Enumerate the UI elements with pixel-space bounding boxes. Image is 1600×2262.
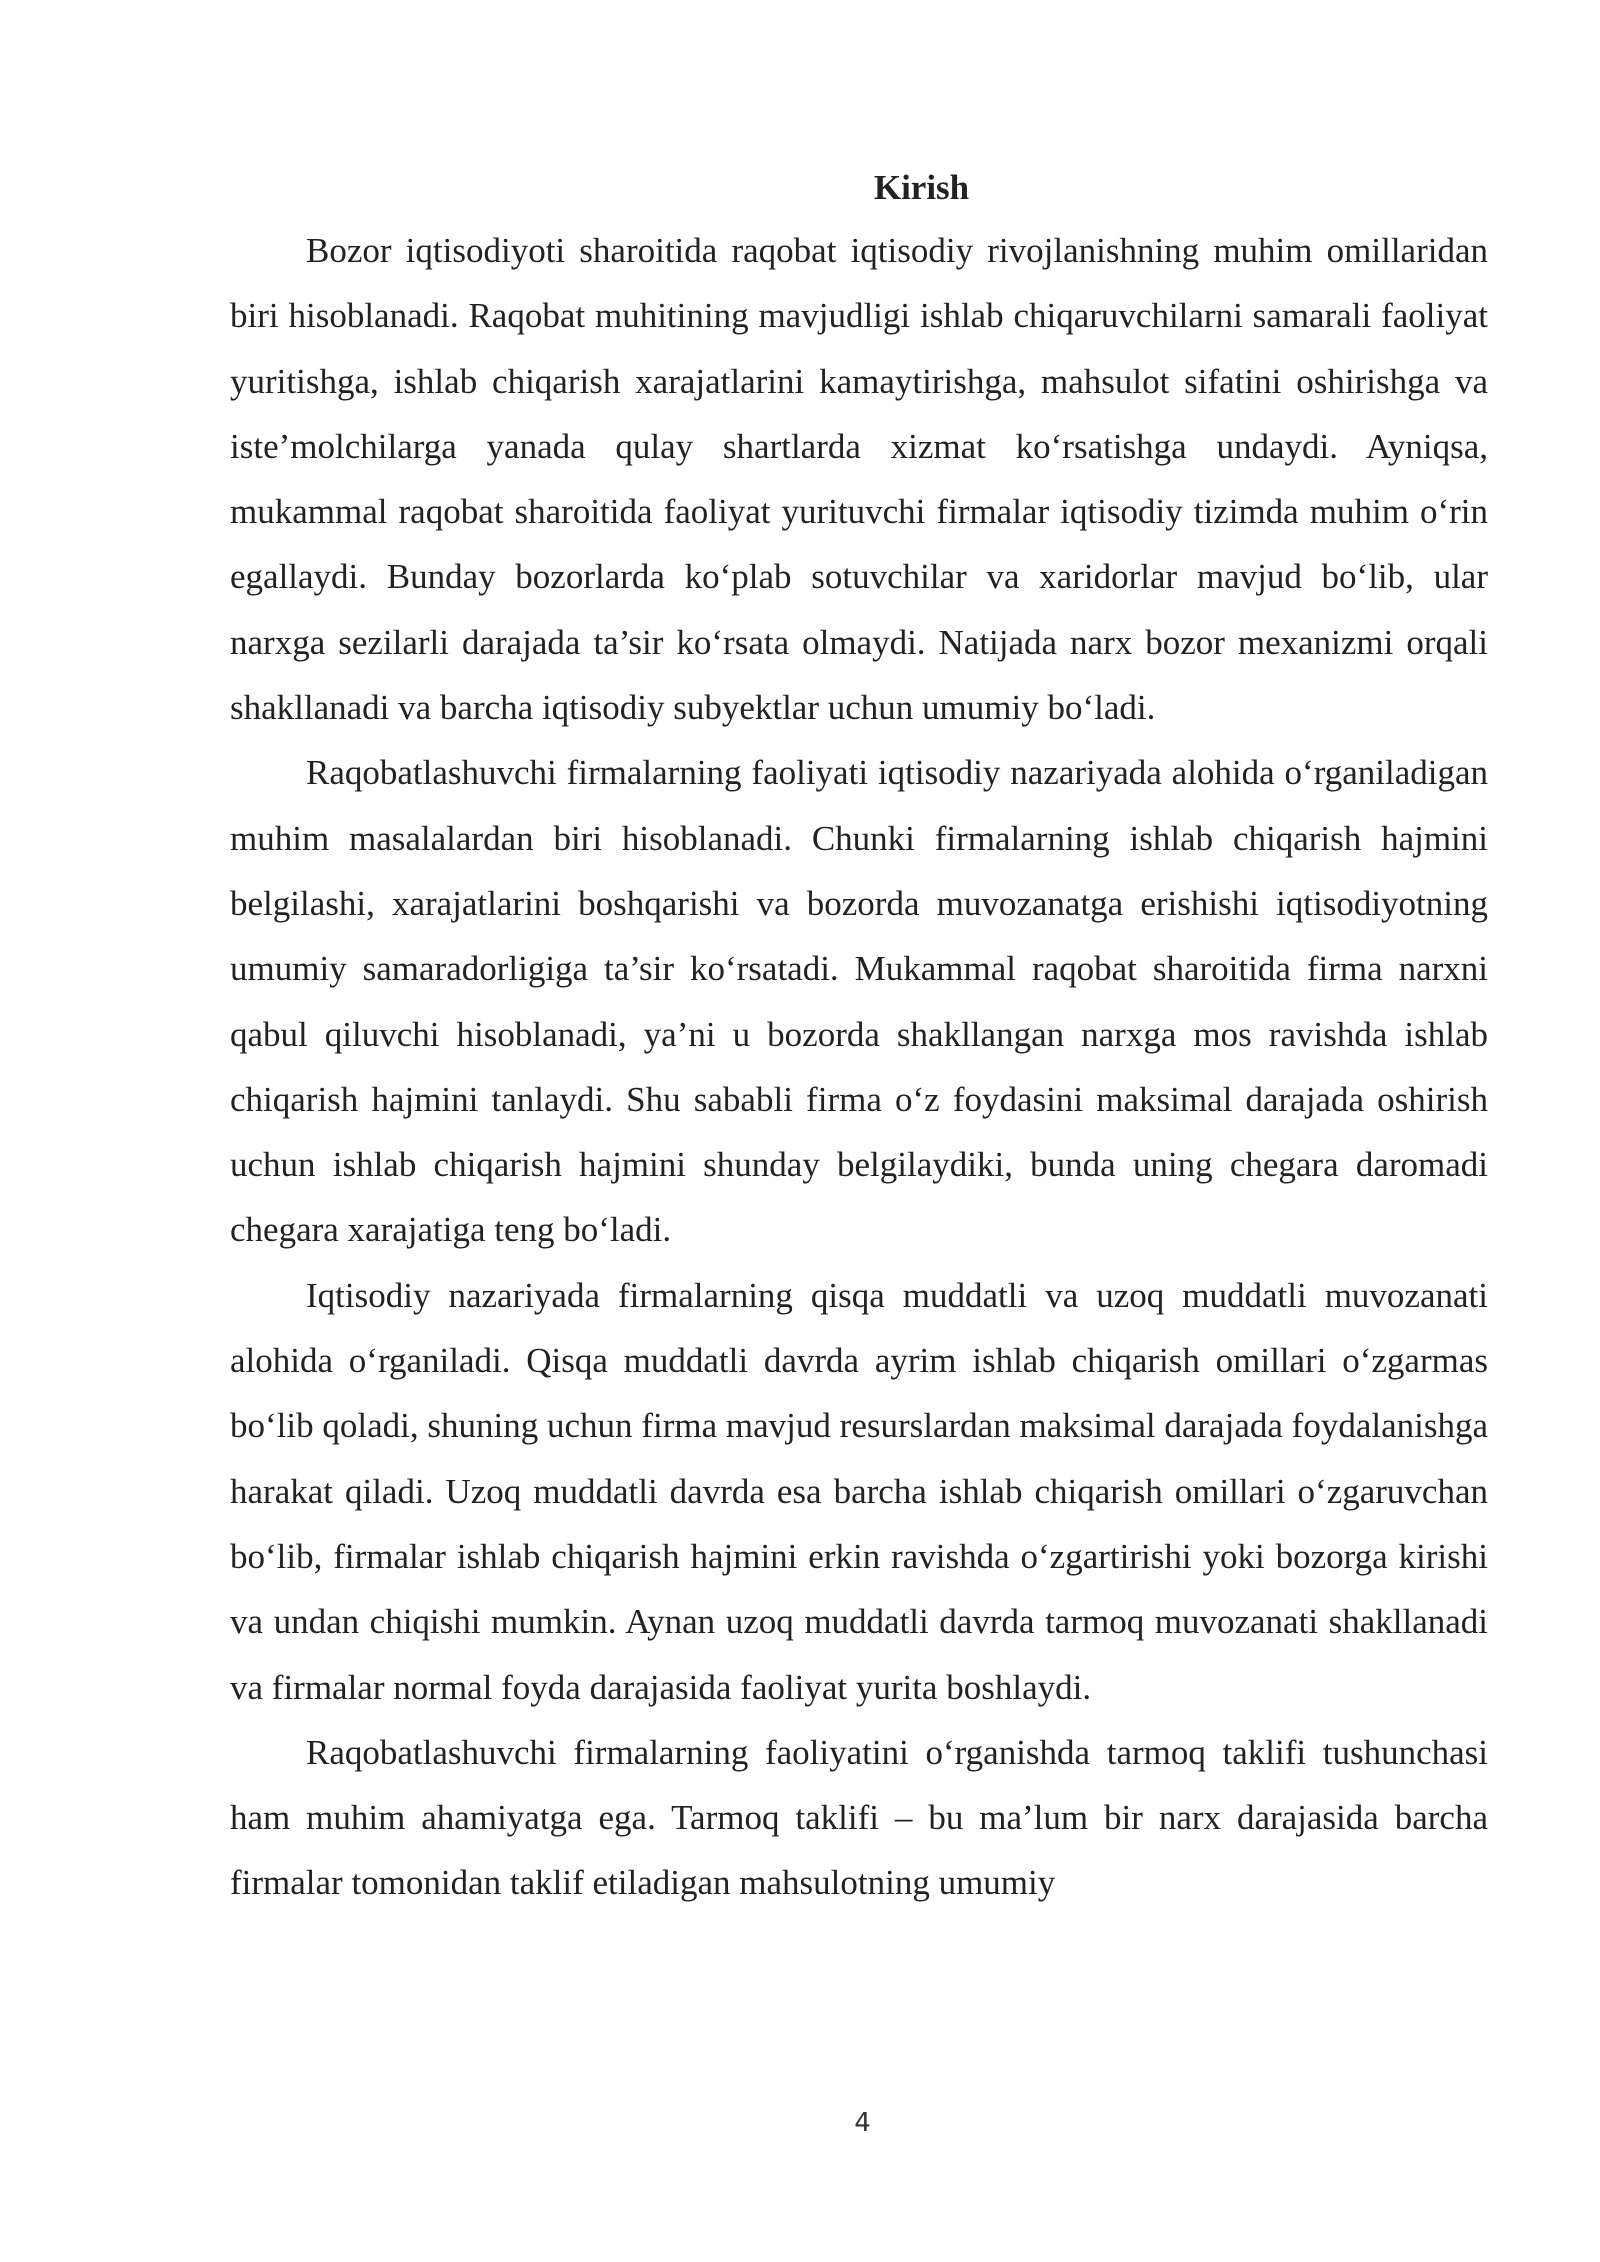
section-heading: Kirish [873, 168, 970, 207]
page-body [230, 158, 1488, 1916]
paragraph-4: Raqobatlashuvchi firmalarning faoliyatini o‘rganishda tarmoq taklifi tushunchasi ham muhim ahamiyatga ega. Tarmoq taklifi – bu ma’lum bir narx darajasida barcha firmalar tomonidan taklif etiladigan mahsulotning umumiy [230, 1732, 1488, 1903]
page-number: 4 [854, 2108, 871, 2138]
paragraph-1: Bozor iqtisodiyoti sharoitida raqobat iqtisodiy rivojlanishning muhim omillaridan biri hisoblanadi. Raqobat muhitining mavjudligi ishlab chiqaruvchilarni samarali faoliyat yuritishga, ishlab chiqarish xarajatlarini kamaytirishga, mahsulot sifatini oshirishga va iste’molchilarga yanada qulay shartlarda xizmat ko‘rsatishga undaydi. Ayniqsa, mukammal raqobat sharoitida faoliyat yurituvchi firmalar iqtisodiy tizimda muhim o‘rin egallaydi. Bunday bozorlarda ko‘plab sotuvchilar va xaridorlar mavjud bo‘lib, ular narxga sezilarli darajada ta’sir ko‘rsata olmaydi. Natijada narx bozor mexanizmi orqali shakllanadi va barcha iqtisodiy subyektlar uchun umumiy bo‘ladi. [230, 231, 1488, 728]
paragraph-2: Raqobatlashuvchi firmalarning faoliyati iqtisodiy nazariyada alohida o‘rganiladigan muhim masalalardan biri hisoblanadi. Chunki firmalarning ishlab chiqarish hajmini belgilashi, xarajatlarini boshqarishi va bozorda muvozanatga erishishi iqtisodiyotning umumiy samaradorligiga ta’sir ko‘rsatadi. Mukammal raqobat sharoitida firma narxni qabul qiluvchi hisoblanadi, ya’ni u bozorda shakllangan narxga mos ravishda ishlab chiqarish hajmini tanlaydi. Shu sababli firma o‘z foydasini maksimal darajada oshirish uchun ishlab chiqarish hajmini shunday belgilaydiki, bunda uning chegara daromadi chegara xarajatiga teng bo‘ladi. [230, 753, 1488, 1250]
paragraph-3: Iqtisodiy nazariyada firmalarning qisqa muddatli va uzoq muddatli muvozanati alohida o‘rganiladi. Qisqa muddatli davrda ayrim ishlab chiqarish omillari o‘zgarmas bo‘lib qoladi, shuning uchun firma mavjud resurslardan maksimal darajada foydalanishga harakat qiladi. Uzoq muddatli davrda esa barcha ishlab chiqarish omillari o‘zgaruvchan bo‘lib, firmalar ishlab chiqarish hajmini erkin ravishda o‘zgartirishi yoki bozorga kirishi va undan chiqishi mumkin. Aynan uzoq muddatli davrda tarmoq muvozanati shakllanadi va firmalar normal foyda darajasida faoliyat yurita boshlaydi. [230, 1275, 1488, 1707]
